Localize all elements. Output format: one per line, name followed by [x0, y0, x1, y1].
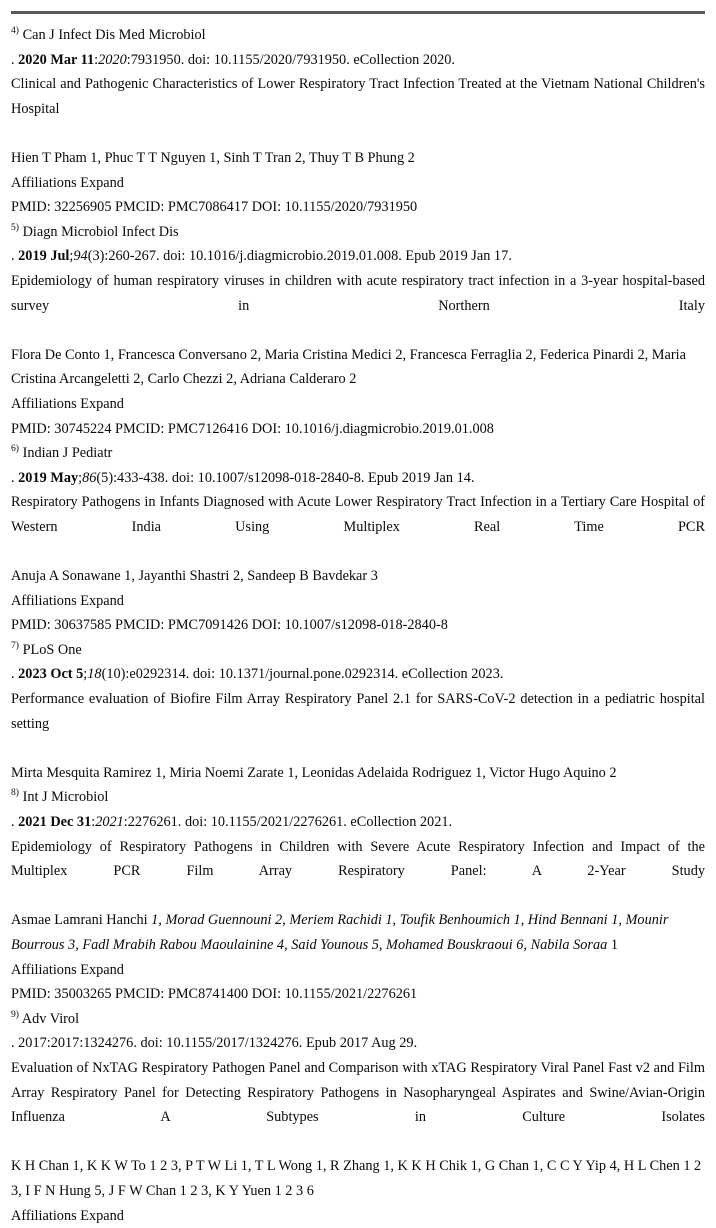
- pmid-line[interactable]: PMID: 30637585 PMCID: PMC7091426 DOI: 10.1007/s12098-018-2840-8: [11, 613, 705, 638]
- article-title[interactable]: Evaluation of NxTAG Respiratory Pathogen Panel and Comparison with xTAG Respiratory Viral Panel Fast v2 and Film Array Respiratory Panel for Detecting Respiratory Pathogens in Nasopharyngeal Aspirates and Swine/Avian-Origin Influenza A Subtypes in Culture Isolates: [11, 1056, 705, 1154]
- citation-entry: [11, 441, 705, 638]
- citation-date: 2023 Oct 5: [18, 666, 83, 682]
- journal-line: [11, 441, 705, 466]
- entry-index: 6): [11, 443, 19, 454]
- citation-separator: ;: [83, 666, 87, 682]
- affiliations-expand-link[interactable]: Affiliations Expand: [11, 589, 705, 614]
- citation-entry: [11, 23, 705, 220]
- authors-line: [11, 343, 705, 392]
- authors-upright: Flora De Conto 1, Francesca Conversano 2, Maria Cristina Medici 2, Francesca Ferraglia 2, Federica Pinardi 2, Maria Cristina Arcangeletti 2, Carlo Chezzi 2, Adriana Calderaro 2: [11, 347, 686, 388]
- citation-volume: 94: [73, 248, 87, 264]
- citation-separator: ;: [69, 248, 73, 264]
- authors-upright: Hien T Pham 1, Phuc T T Nguyen 1, Sinh T Tran 2, Thuy T B Phung 2: [11, 150, 415, 166]
- citation-prefix: .: [11, 470, 18, 486]
- citation-rest: 2017:2017:1324276. doi: 10.1155/2017/1324276. Epub 2017 Aug 29.: [18, 1035, 417, 1051]
- journal-name: Can J Infect Dis Med Microbiol: [23, 27, 206, 43]
- header-rule: [11, 11, 705, 14]
- pmid-line[interactable]: PMID: 30745224 PMCID: PMC7126416 DOI: 10.1016/j.diagmicrobio.2019.01.008: [11, 417, 705, 442]
- authors-upright: K H Chan 1, K K W To 1 2 3, P T W Li 1, T L Wong 1, R Zhang 1, K K H Chik 1, G Chan 1, C C Y Yip 4, H L Chen 1 2 3, I F N Hung 5, J F W Chan 1 2 3, K Y Yuen 1 2 3 6: [11, 1158, 701, 1199]
- authors-line: [11, 761, 705, 786]
- citation-rest: :7931950. doi: 10.1155/2020/7931950. eCollection 2020.: [127, 52, 455, 68]
- citation-entry: [11, 638, 705, 786]
- affiliations-expand-link[interactable]: Affiliations Expand: [11, 958, 705, 983]
- article-title[interactable]: Epidemiology of Respiratory Pathogens in Children with Severe Acute Respiratory Infection and Impact of the Multiplex PCR Film Array Respiratory Panel: A 2-Year Study: [11, 835, 705, 909]
- authors-line: [11, 1154, 705, 1203]
- article-title[interactable]: Respiratory Pathogens in Infants Diagnosed with Acute Lower Respiratory Tract Infection in a Tertiary Care Hospital of Western India Using Multiplex Real Time PCR: [11, 490, 705, 564]
- citation-separator: :: [91, 814, 95, 830]
- affiliations-expand-link[interactable]: Affiliations Expand: [11, 1204, 705, 1228]
- journal-name: Indian J Pediatr: [23, 445, 113, 461]
- journal-line: [11, 785, 705, 810]
- citation-prefix: .: [11, 248, 18, 264]
- journal-name: Diagn Microbiol Infect Dis: [23, 224, 179, 240]
- citation-entry: [11, 220, 705, 441]
- pmid-line[interactable]: PMID: 32256905 PMCID: PMC7086417 DOI: 10.1155/2020/7931950: [11, 195, 705, 220]
- entry-index: 7): [11, 640, 19, 651]
- citation-volume: 2020: [98, 52, 127, 68]
- affiliations-expand-link[interactable]: Affiliations Expand: [11, 392, 705, 417]
- authors-tail: 1: [607, 937, 618, 953]
- authors-upright: Anuja A Sonawane 1, Jayanthi Shastri 2, Sandeep B Bavdekar 3: [11, 568, 378, 584]
- journal-line: [11, 1007, 705, 1032]
- entry-index: 5): [11, 222, 19, 233]
- journal-name: Int J Microbiol: [23, 789, 109, 805]
- citation-detail-line: [11, 48, 705, 73]
- journal-line: [11, 220, 705, 245]
- citation-separator: ;: [78, 470, 82, 486]
- citation-volume: 2021: [95, 814, 124, 830]
- journal-name: PLoS One: [23, 642, 82, 658]
- citation-detail-line: [11, 466, 705, 491]
- authors-italic: 1, Morad Guennouni 2, Meriem Rachidi 1, Toufik Benhoumich 1, Hind Bennani 1, Mounir Bourrous 3, Fadl Mrabih Rabou Maoulainine 4, Said Younous 5, Mohamed Bouskraoui 6, Nabila Soraa: [11, 912, 668, 953]
- affiliations-expand-link[interactable]: Affiliations Expand: [11, 171, 705, 196]
- entry-index: 9): [11, 1009, 19, 1020]
- citation-entry: [11, 1007, 705, 1228]
- entry-index: 4): [11, 25, 19, 36]
- citation-rest: :2276261. doi: 10.1155/2021/2276261. eCollection 2021.: [124, 814, 452, 830]
- authors-line: [11, 908, 705, 957]
- article-title[interactable]: Clinical and Pathogenic Characteristics of Lower Respiratory Tract Infection Treated at the Vietnam National Children's Hospital: [11, 72, 705, 146]
- citation-list: [11, 23, 705, 1228]
- citation-date: 2019 May: [18, 470, 78, 486]
- citation-rest: (10):e0292314. doi: 10.1371/journal.pone.0292314. eCollection 2023.: [102, 666, 504, 682]
- document-page: [0, 11, 716, 1137]
- citation-prefix: .: [11, 666, 18, 682]
- citation-separator: :: [94, 52, 98, 68]
- citation-prefix: .: [11, 1035, 18, 1051]
- citation-detail-line: [11, 662, 705, 687]
- citation-rest: (3):260-267. doi: 10.1016/j.diagmicrobio.2019.01.008. Epub 2019 Jan 17.: [88, 248, 512, 264]
- article-title[interactable]: Performance evaluation of Biofire Film Array Respiratory Panel 2.1 for SARS-CoV-2 detection in a pediatric hospital setting: [11, 687, 705, 761]
- citation-volume: 86: [82, 470, 96, 486]
- journal-name: Adv Virol: [22, 1011, 79, 1027]
- citation-prefix: .: [11, 814, 18, 830]
- citation-rest: (5):433-438. doi: 10.1007/s12098-018-2840-8. Epub 2019 Jan 14.: [96, 470, 474, 486]
- citation-prefix: .: [11, 52, 18, 68]
- citation-date: 2019 Jul: [18, 248, 69, 264]
- pmid-line[interactable]: PMID: 35003265 PMCID: PMC8741400 DOI: 10.1155/2021/2276261: [11, 982, 705, 1007]
- entry-index: 8): [11, 787, 19, 798]
- authors-upright: Asmae Lamrani Hanchi: [11, 912, 151, 928]
- citation-date: 2021 Dec 31: [18, 814, 91, 830]
- citation-detail-line: [11, 810, 705, 835]
- citation-date: 2020 Mar 11: [18, 52, 94, 68]
- citation-detail-line: [11, 244, 705, 269]
- citation-volume: 18: [87, 666, 101, 682]
- authors-line: [11, 564, 705, 589]
- citation-entry: [11, 785, 705, 1006]
- journal-line: [11, 23, 705, 48]
- journal-line: [11, 638, 705, 663]
- citation-detail-line: [11, 1031, 705, 1056]
- authors-upright: Mirta Mesquita Ramirez 1, Miria Noemi Zarate 1, Leonidas Adelaida Rodriguez 1, Victor Hugo Aquino 2: [11, 765, 617, 781]
- article-title[interactable]: Epidemiology of human respiratory viruses in children with acute respiratory tract infection in a 3-year hospital-based survey in Northern Italy: [11, 269, 705, 343]
- authors-line: [11, 146, 705, 171]
